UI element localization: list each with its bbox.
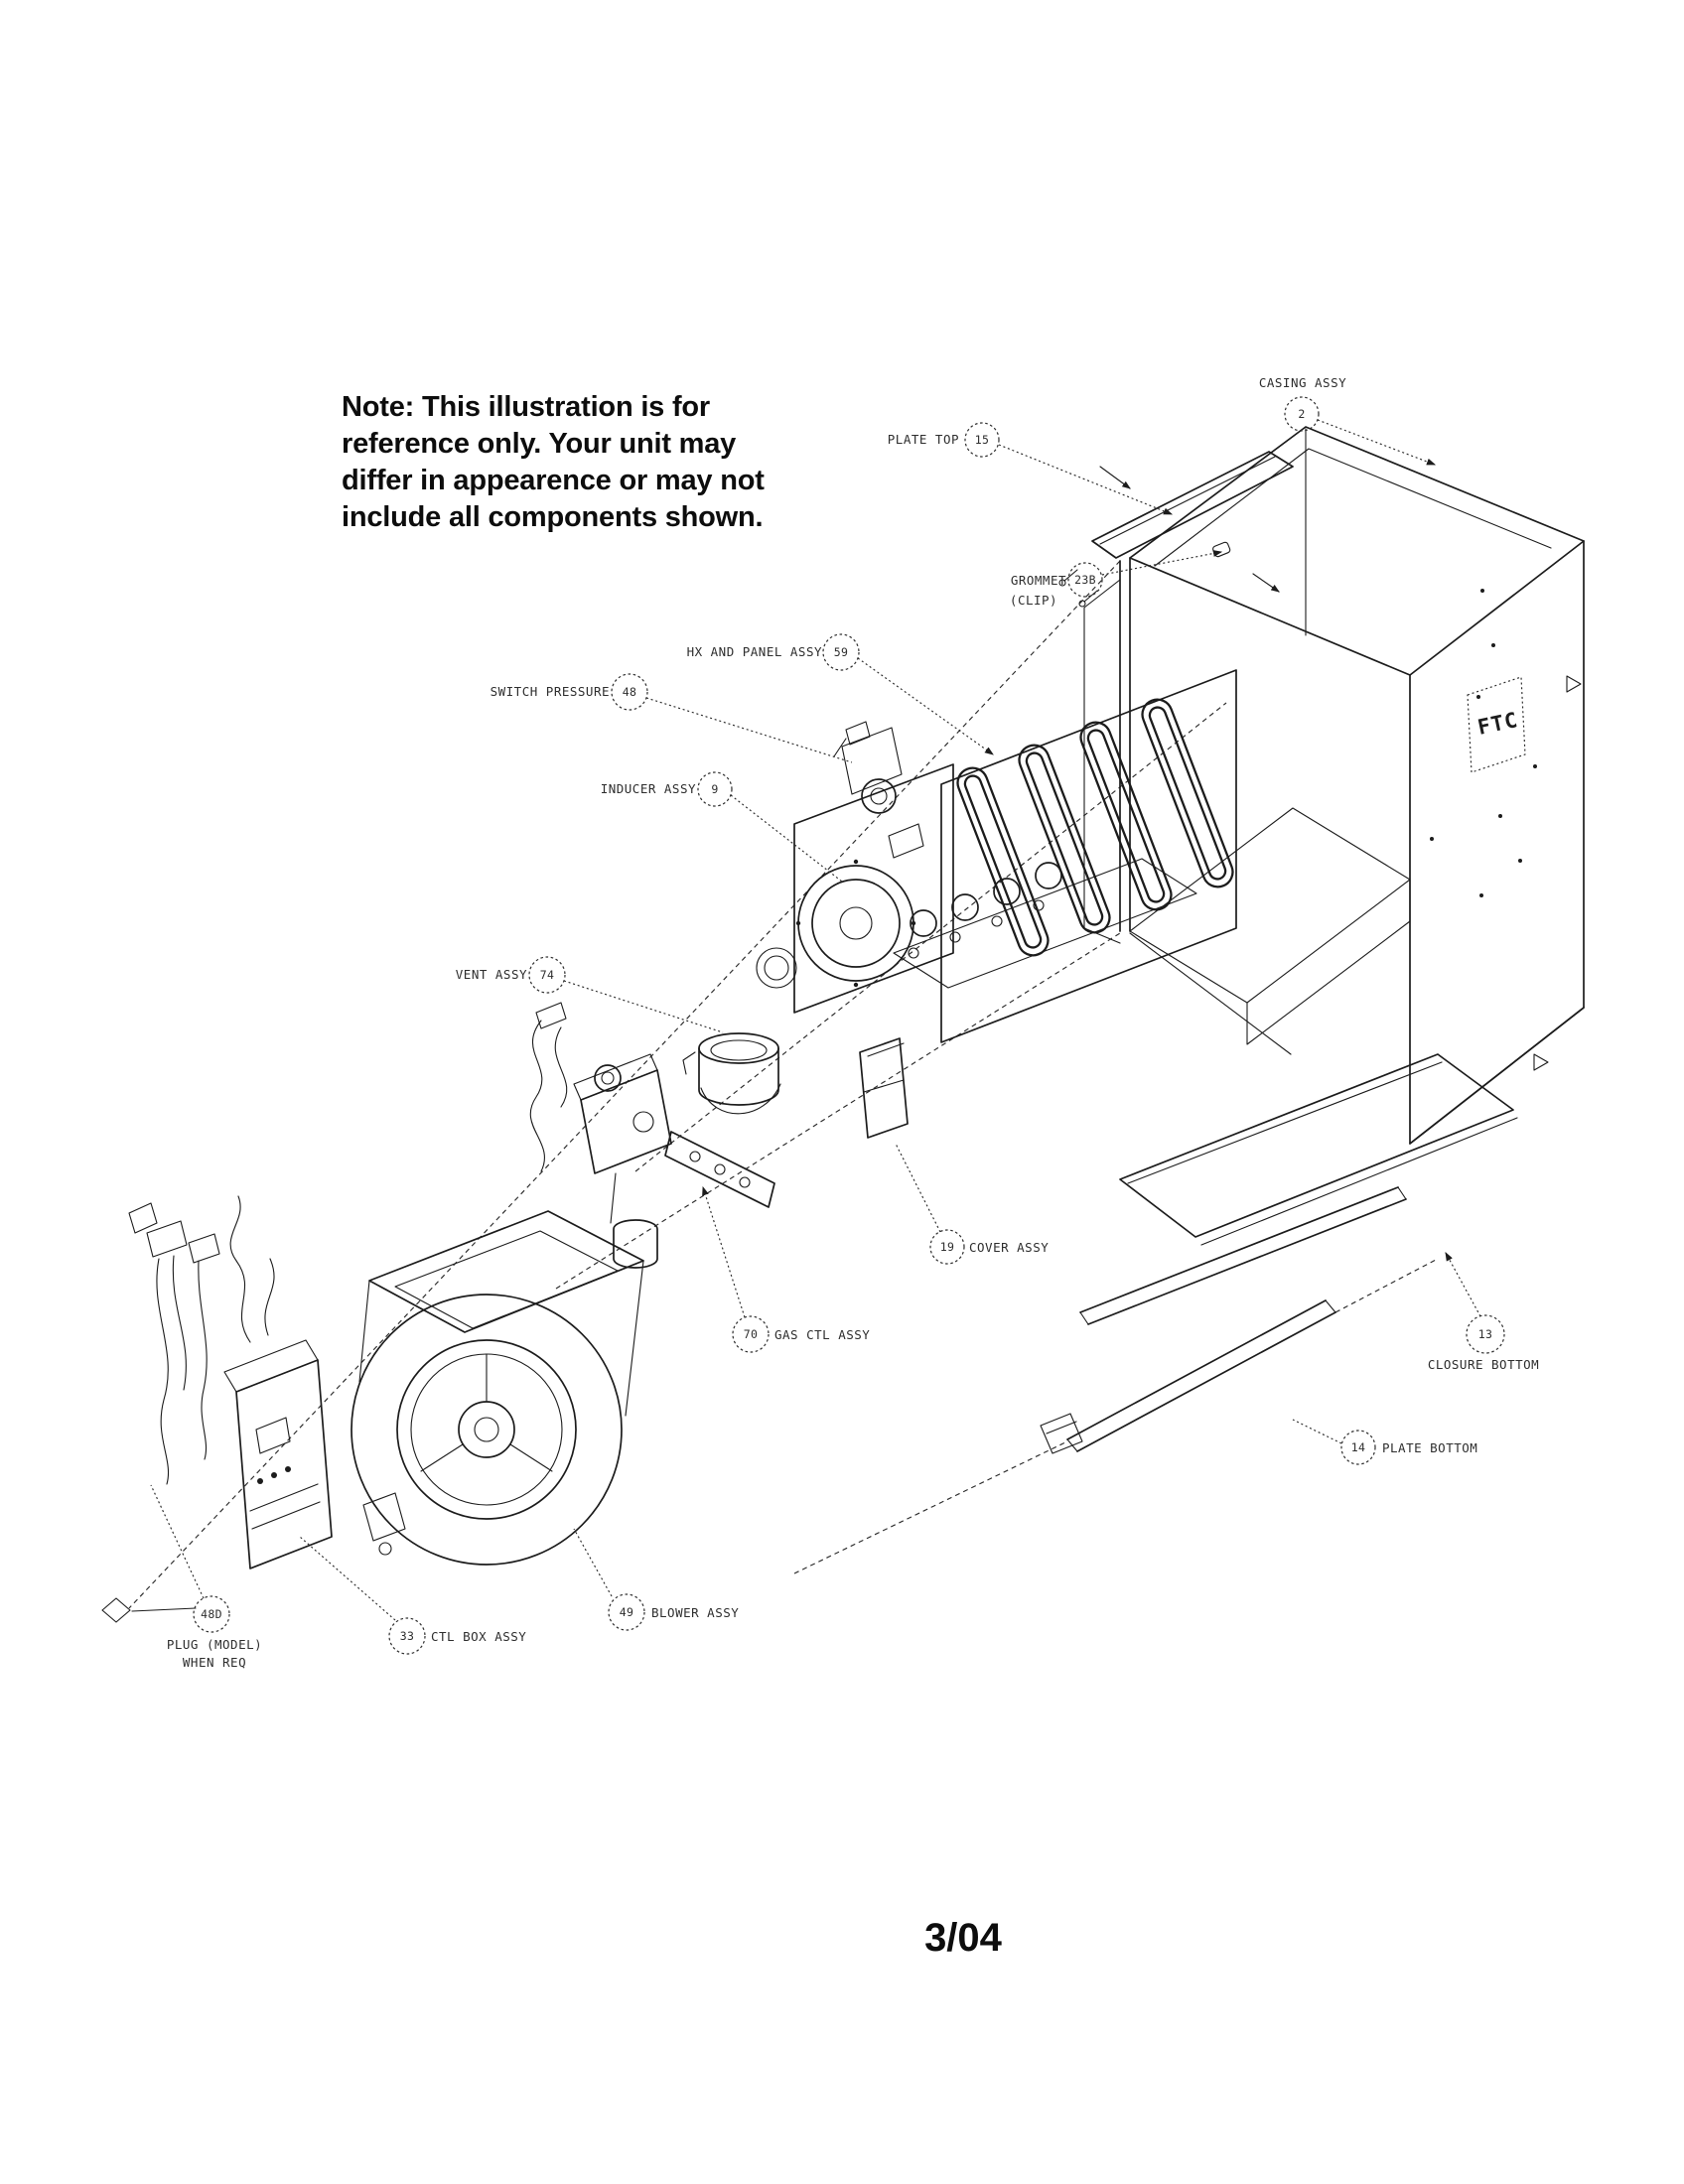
callout-subtext: (CLIP) (1009, 593, 1058, 608)
callout-switch-pressure (491, 674, 852, 762)
callout-text: GROMMET (1010, 573, 1066, 588)
callout-text: HX AND PANEL ASSY (686, 644, 822, 659)
revision-date: 3/04 (924, 1916, 1002, 1960)
note-line-2: reference only. Your unit may (342, 428, 737, 460)
callout-num: 48D (201, 1607, 222, 1621)
hx-panel-drawing (894, 670, 1237, 1042)
callout-grommet (1010, 552, 1221, 608)
note-line-4: include all components shown. (342, 501, 764, 533)
note-line-3: differ in appearence or may not (342, 465, 765, 496)
callout-text: PLATE TOP (887, 432, 959, 447)
note-line-1: Note: This illustration is for (342, 391, 711, 423)
callout-text: VENT ASSY (455, 967, 527, 982)
callout-num: 15 (974, 433, 990, 447)
callout-num: 13 (1477, 1327, 1493, 1341)
callout-num: 19 (939, 1240, 955, 1254)
callout-num: 2 (1298, 407, 1306, 421)
callout-subtext: WHEN REQ (182, 1655, 247, 1670)
casing-badge-text: FTC (1475, 707, 1521, 740)
hx-tubes (953, 695, 1237, 959)
callout-gas-ctl (703, 1187, 870, 1352)
callout-blower (574, 1529, 739, 1630)
callout-cover (896, 1144, 1049, 1264)
plug-drawing (129, 1203, 219, 1484)
callout-plate-top (888, 423, 1172, 514)
callout-hx-panel (687, 634, 993, 754)
callout-num: 70 (743, 1327, 759, 1341)
callout-num: 23B (1074, 573, 1096, 587)
callout-text: GAS CTL ASSY (774, 1327, 871, 1342)
grommet-clip-part (1212, 541, 1231, 557)
callout-text: SWITCH PRESSURE (490, 684, 610, 699)
callout-text: BLOWER ASSY (651, 1605, 740, 1620)
callout-num: 48 (622, 685, 637, 699)
callout-text: COVER ASSY (969, 1240, 1050, 1255)
callout-casing-assy (1259, 375, 1435, 465)
closure-bottom-drawing (1080, 1054, 1517, 1324)
callout-text: PLUG (MODEL) (166, 1637, 263, 1652)
construction-lines (102, 561, 1438, 1622)
cover-drawing (860, 1038, 908, 1138)
callout-text: CLOSURE BOTTOM (1427, 1357, 1540, 1372)
callout-text: PLATE BOTTOM (1382, 1440, 1478, 1455)
callout-closure-bottom (1428, 1253, 1539, 1372)
callout-num: 49 (619, 1605, 634, 1619)
callout-inducer (601, 772, 842, 882)
ctl-box-drawing (224, 1196, 332, 1569)
callout-num: 33 (399, 1629, 415, 1643)
blower-drawing (351, 1211, 643, 1565)
callout-num: 74 (539, 968, 555, 982)
casing-rivets (1430, 589, 1537, 897)
pressure-switch-drawing (834, 722, 902, 813)
callout-text: CTL BOX ASSY (431, 1629, 527, 1644)
callout-num: 59 (833, 645, 849, 659)
plate-bottom-drawing (1041, 1300, 1335, 1453)
callout-text: CASING ASSY (1258, 375, 1347, 390)
inducer-drawing (757, 764, 953, 1013)
vent-drawing (683, 1033, 780, 1114)
casing-assy-drawing (1084, 427, 1584, 1144)
callout-vent (456, 957, 723, 1032)
callout-text: INDUCER ASSY (600, 781, 696, 796)
gas-ctl-drawing (530, 1003, 774, 1268)
callout-num: 9 (711, 782, 719, 796)
callout-ctl-box (300, 1537, 526, 1654)
callout-num: 14 (1350, 1440, 1366, 1454)
callout-plate-bottom (1293, 1420, 1477, 1464)
axis-end-diamond (102, 1598, 130, 1622)
